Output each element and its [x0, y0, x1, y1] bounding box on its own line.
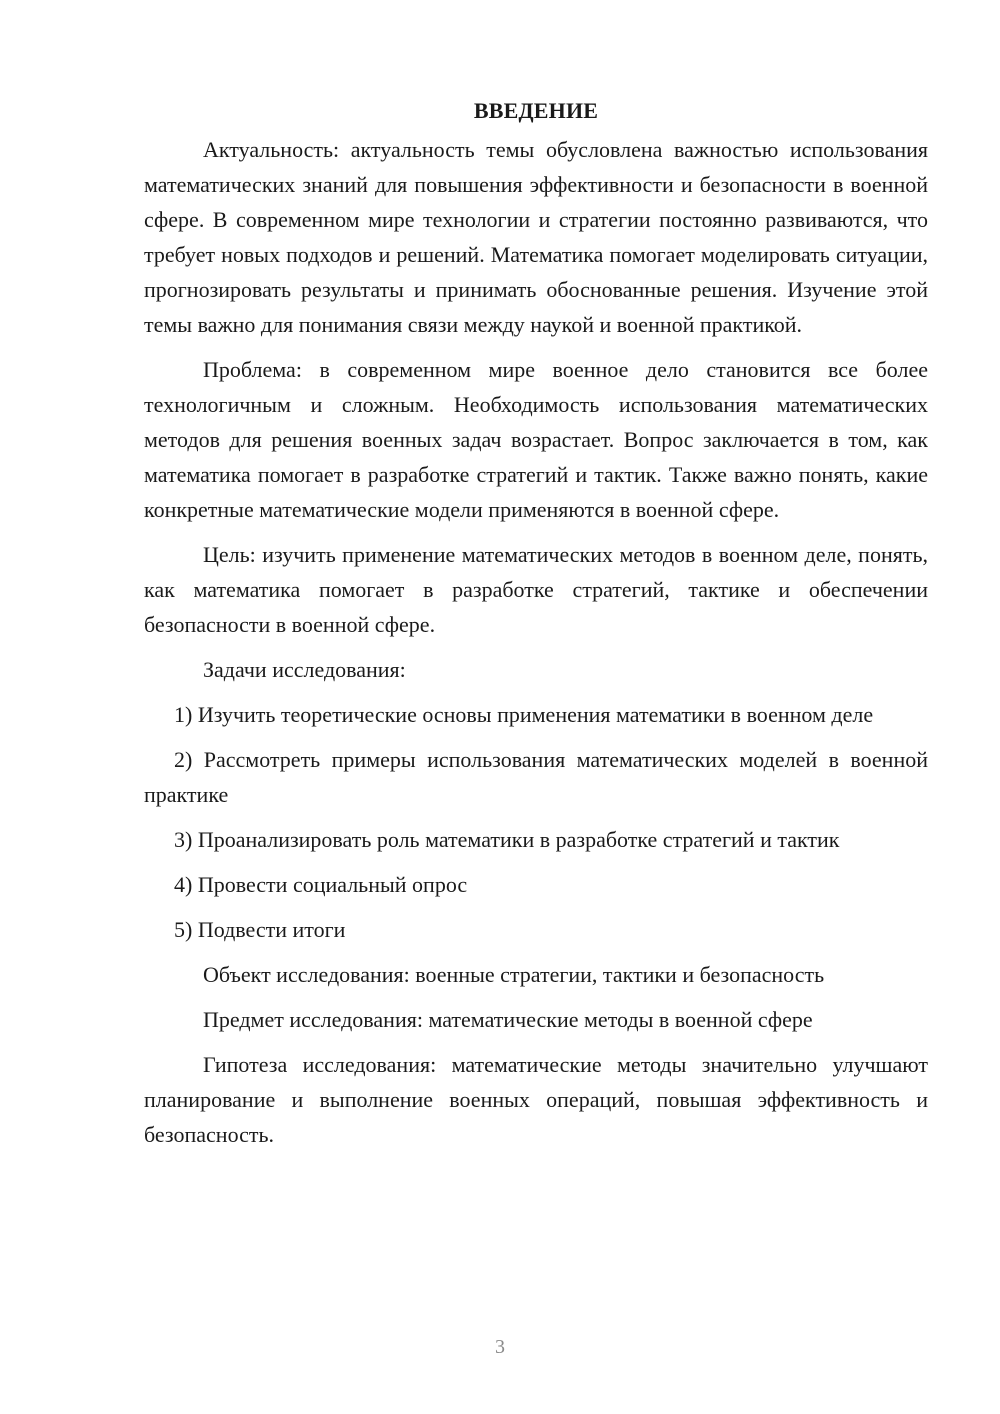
section-heading: ВВЕДЕНИЕ	[473, 98, 599, 123]
page-number: 3	[495, 1336, 505, 1358]
paragraph-problem: Проблема: в современном мире военное дело становится все более технологичным и сложным. Необходимость использования математических методов для решения военных задач возрастает. Вопрос заключается в том, как математика помогает в разработке стратегий и тактик. Также важно понять, какие конкретные математические модели применяются в военной сфере.	[144, 357, 928, 522]
paragraph-relevance: Актуальность: актуальность темы обусловлена важностью использования математических знаний для повышения эффективности и безопасности в военной сфере. В современном мире технологии и стратегии постоянно развиваются, что требует новых подходов и решений. Математика помогает моделировать ситуации, прогнозировать результаты и принимать обоснованные решения. Изучение этой темы важно для понимания связи между наукой и военной практикой.	[144, 137, 928, 337]
research-object: Объект исследования: военные стратегии, тактики и безопасность	[203, 962, 825, 987]
task-item-4: 4) Провести социальный опрос	[174, 872, 468, 897]
task-item-5: 5) Подвести итоги	[174, 917, 346, 942]
task-item-3: 3) Проанализировать роль математики в разработке стратегий и тактик	[174, 827, 840, 852]
task-item-1: 1) Изучить теоретические основы применения математики в военном деле	[174, 702, 874, 727]
document-page	[144, 96, 928, 1162]
paragraph-goal: Цель: изучить применение математических методов в военном деле, понять, как математика помогает в разработке стратегий, тактике и обеспечении безопасности в военной сфере.	[144, 542, 928, 637]
task-item-2: 2) Рассмотреть примеры использования математических моделей в военной практике	[144, 747, 928, 807]
tasks-heading: Задачи исследования:	[203, 657, 406, 682]
research-subject: Предмет исследования: математические методы в военной сфере	[203, 1007, 813, 1032]
research-hypothesis: Гипотеза исследования: математические методы значительно улучшают планирование и выполнение военных операций, повышая эффективность и безопасность.	[144, 1052, 928, 1147]
